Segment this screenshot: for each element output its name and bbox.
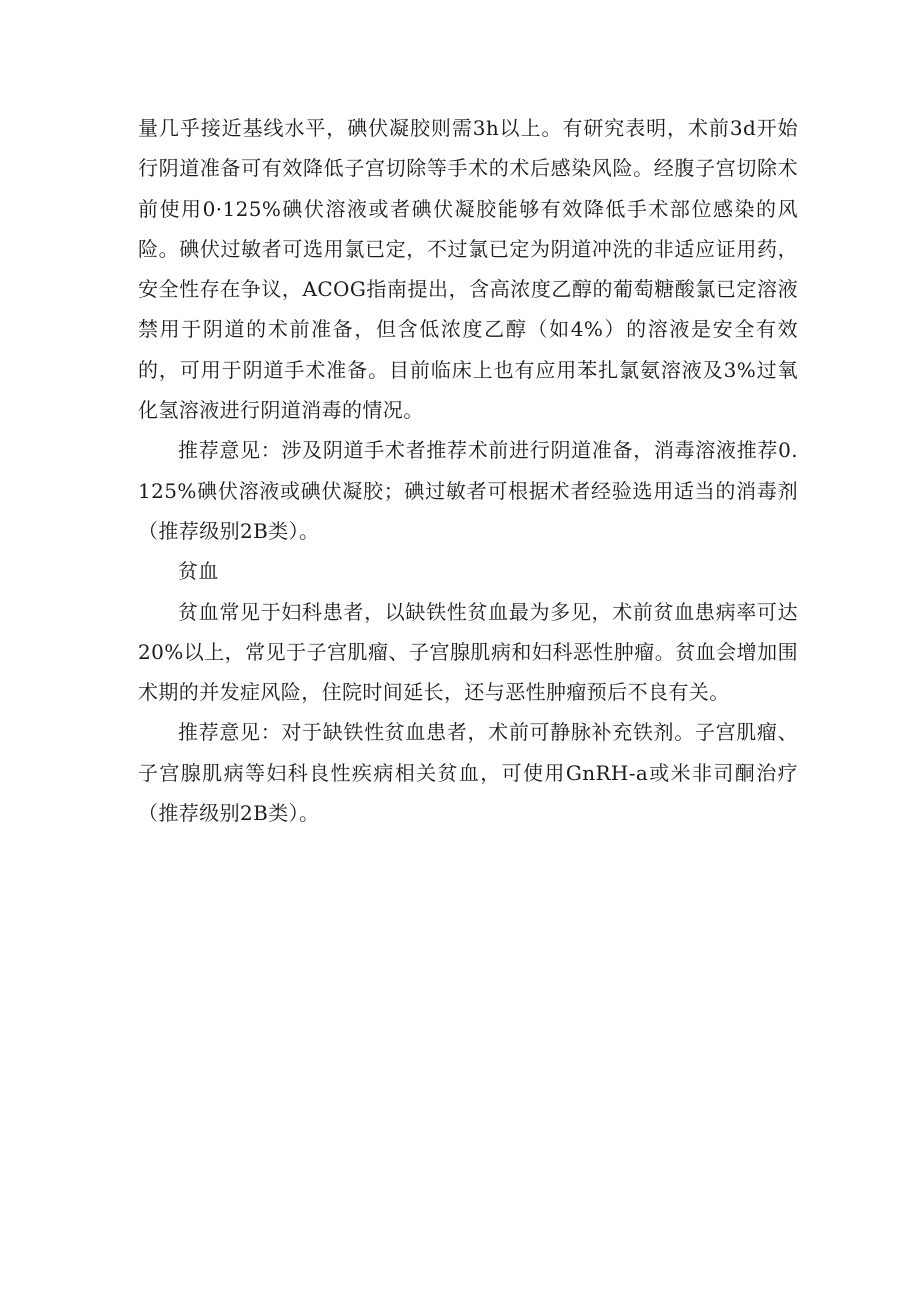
section-heading-anemia: 贫血 [178,559,219,584]
paragraph-iodophor-vaginal-prep: 量几乎接近基线水平，碘伏凝胶则需3h以上。有研究表明，术前3d开始行阴道准备可有效降低子宫切除等手术的术后感染风险。经腹子宫切除术前使用0·125%碘伏溶液或者碘伏凝胶能够有效降低手术部位感染的风险。碘伏过敏者可选用氯已定，不过氯已定为阴道冲洗的非适应证用药，安全性存在争议，ACOG指南提出，含高浓度乙醇的葡萄糖酸氯已定溶液禁用于阴道的术前准备，但含低浓度乙醇（如4%）的溶液是安全有效的，可用于阴道手术准备。目前临床上也有应用苯扎氯氨溶液及3%过氧化氢溶液进行阴道消毒的情况。 [138,116,798,423]
paragraph-anemia-description: 贫血常见于妇科患者，以缺铁性贫血最为多见，术前贫血患病率可达20%以上，常见于子宫肌瘤、子宫腺肌病和妇科恶性肿瘤。贫血会增加围术期的并发症风险，住院时间延长，还与恶性肿瘤预后不良有关。 [138,599,798,705]
paragraph-recommendation-anemia: 推荐意见：对于缺铁性贫血患者，术前可静脉补充铁剂。子宫肌瘤、子宫腺肌病等妇科良性疾病相关贫血，可使用GnRH-a或米非司酮治疗（推荐级别2B类）。 [138,720,798,826]
paragraph-recommendation-vaginal-prep: 推荐意见：涉及阴道手术者推荐术前进行阴道准备，消毒溶液推荐0.125%碘伏溶液或碘伏凝胶；碘过敏者可根据术者经验选用适当的消毒剂（推荐级别2B类）。 [138,438,798,543]
document-body [138,108,798,833]
